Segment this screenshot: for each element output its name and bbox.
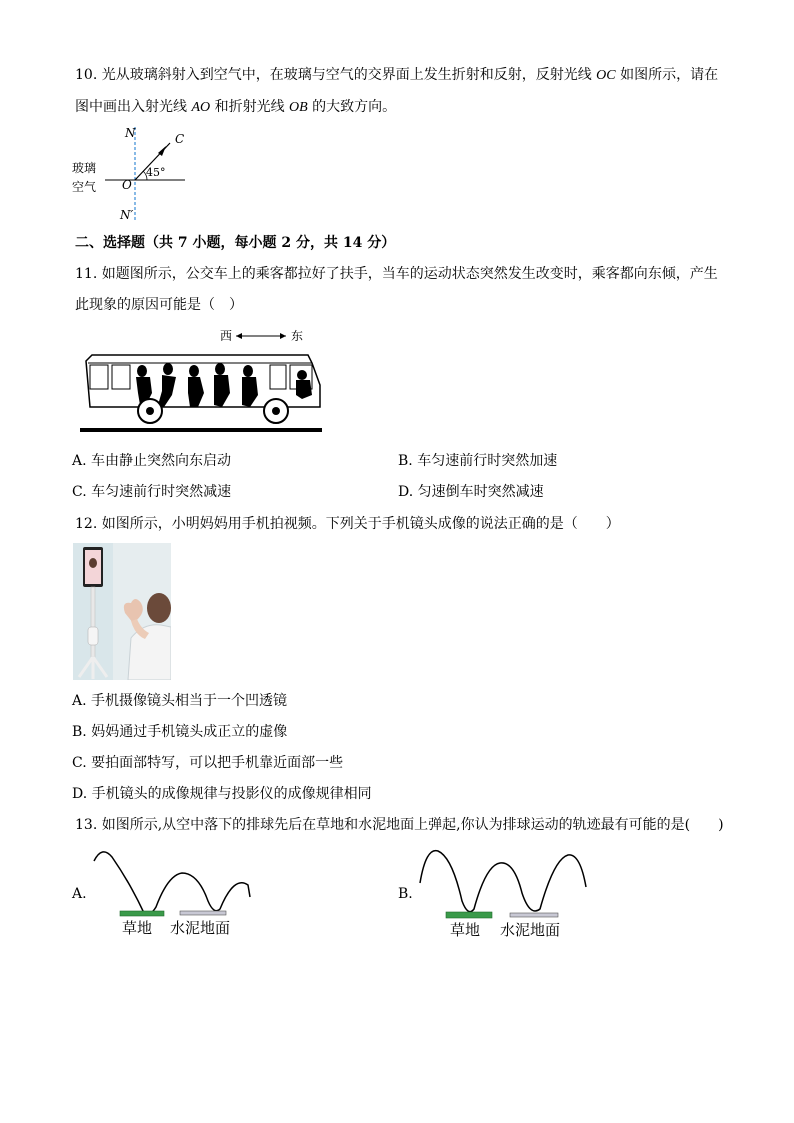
q13-option-b-figure[interactable]	[416, 843, 596, 943]
bus-wheel-hub	[146, 407, 154, 415]
label-cement: 水泥地面	[170, 919, 231, 937]
q10-line2: 图中画出入射光线 AO 和折射光线 OB 的大致方向。	[75, 99, 397, 115]
label-c: C	[175, 132, 185, 146]
label-grass: 草地	[122, 919, 153, 937]
q12-line1: 12. 如图所示，小明妈妈用手机拍视频。下列关于手机镜头成像的说法正确的是（ ）	[75, 516, 620, 532]
arrow-left	[236, 333, 242, 339]
q13-option-a-label[interactable]: A.	[72, 886, 87, 902]
grass-strip	[446, 912, 492, 918]
q12-option-c[interactable]: C. 要拍面部特写，可以把手机靠近面部一些	[72, 755, 344, 771]
q11-option-d[interactable]: D. 匀速倒车时突然减速	[398, 484, 544, 500]
arrow-right	[280, 333, 286, 339]
label-o: O	[122, 178, 132, 192]
q10-refraction-figure	[70, 125, 200, 225]
trajectory-b	[420, 851, 586, 912]
q12-photo	[73, 543, 171, 680]
label-grass: 草地	[450, 921, 481, 939]
label-west: 西	[220, 329, 233, 343]
cement-strip	[510, 913, 558, 917]
q12-option-a[interactable]: A. 手机摄像镜头相当于一个凹透镜	[72, 693, 288, 709]
tripod-grip	[88, 627, 98, 645]
q11-bus-figure	[80, 325, 330, 437]
q11-option-b[interactable]: B. 车匀速前行时突然加速	[398, 453, 558, 469]
q11-line1: 11. 如题图所示，公交车上的乘客都拉好了扶手，当车的运动状态突然发生改变时，乘客都向东倾，产生	[75, 266, 718, 282]
cement-strip	[180, 911, 226, 915]
section-title: 二、选择题（共 7 小题，每小题 2 分，共 14 分）	[75, 235, 396, 251]
person-head	[147, 593, 171, 623]
label-n: N	[125, 126, 136, 140]
q11-line2: 此现象的原因可能是（ ）	[75, 297, 243, 313]
label-glass: 玻璃	[72, 161, 97, 175]
phone-screen-person	[89, 558, 97, 568]
label-east: 东	[291, 329, 304, 343]
label-air: 空气	[72, 180, 97, 194]
q13-line1: 13. 如图所示,从空中落下的排球先后在草地和水泥地面上弹起,你认为排球运动的轨迹最有可能的是( )	[75, 817, 724, 833]
bus-wheel-hub	[272, 407, 280, 415]
q10-line1: 10. 光从玻璃斜射入到空气中，在玻璃与空气的交界面上发生折射和反射，反射光线 OC 如图所示，请在	[75, 67, 719, 83]
q12-option-d[interactable]: D. 手机镜头的成像规律与投影仪的成像规律相同	[72, 786, 372, 802]
label-angle: 45°	[146, 166, 166, 179]
label-nprime: N′	[120, 208, 134, 222]
label-cement: 水泥地面	[500, 921, 561, 939]
tripod-pole	[91, 587, 95, 657]
q13-option-b-label[interactable]: B.	[398, 886, 413, 902]
q11-option-c[interactable]: C. 车匀速前行时突然减速	[72, 484, 232, 500]
road	[80, 428, 322, 432]
grass-strip	[120, 911, 164, 916]
q13-option-a-figure[interactable]	[90, 845, 260, 940]
q12-option-b[interactable]: B. 妈妈通过手机镜头成正立的虚像	[72, 724, 288, 740]
q11-option-a[interactable]: A. 车由静止突然向东启动	[72, 453, 232, 469]
trajectory-a	[94, 852, 250, 914]
